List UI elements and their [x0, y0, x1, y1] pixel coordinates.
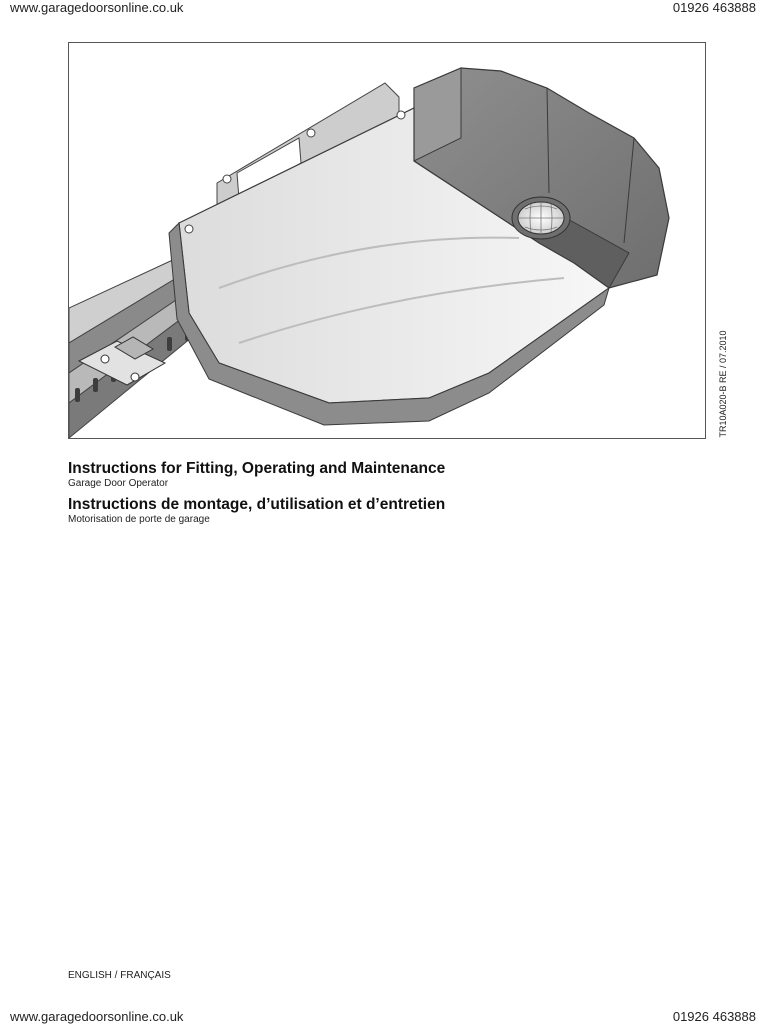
figure-reference-code-text: TR10A020-B RE / 07.2010: [718, 330, 728, 438]
product-illustration-frame: [68, 42, 706, 439]
french-subtitle: Motorisation de porte de garage: [68, 514, 210, 525]
english-subtitle: Garage Door Operator: [68, 478, 169, 489]
lamp-icon: [512, 197, 570, 239]
footer-website: www.garagedoorsonline.co.uk: [10, 1009, 184, 1024]
header-website: www.garagedoorsonline.co.uk: [10, 0, 184, 15]
french-title: Instructions de montage, d’utilisation et d’entretien: [68, 496, 446, 513]
figure-reference-code: [718, 326, 728, 442]
footer-phone: 01926 463888: [672, 1009, 756, 1024]
english-title: Instructions for Fitting, Operating and Maintenance: [68, 460, 446, 477]
language-label: ENGLISH / FRANÇAIS: [68, 970, 171, 981]
title-block: [68, 460, 445, 532]
garage-door-operator-illustration: [69, 43, 705, 438]
header-phone: 01926 463888: [672, 0, 756, 15]
